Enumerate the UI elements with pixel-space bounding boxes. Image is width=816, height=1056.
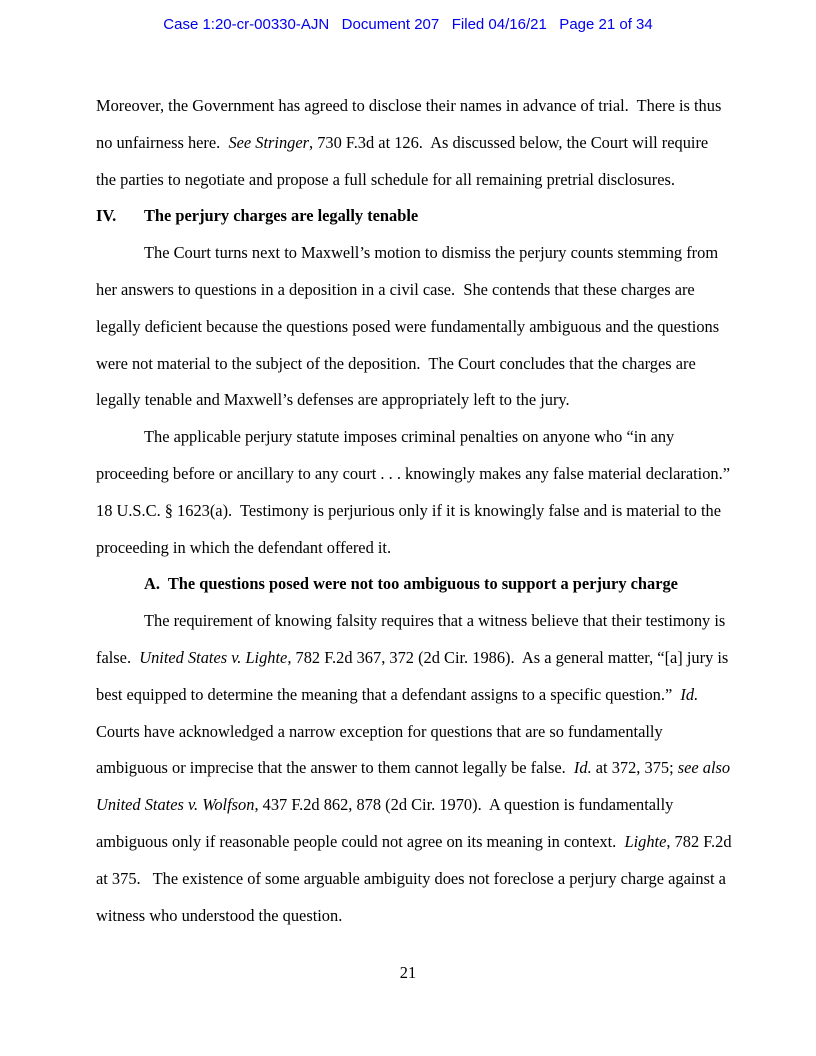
citation-italic-text: Id.	[573, 758, 592, 778]
text-segment: Courts have acknowledged a narrow exception for questions that are so fundamentally	[96, 721, 663, 741]
text-line	[96, 309, 744, 346]
text-segment: 18 U.S.C. § 1623(a). Testimony is perjurious only if it is knowingly false and is material to the	[96, 500, 721, 520]
text-segment: were not material to the subject of the deposition. The Court concludes that the charges are	[96, 353, 696, 373]
text-line	[96, 382, 744, 419]
text-line	[96, 898, 744, 935]
text-segment: The requirement of knowing falsity requires that a witness believe that their testimony is	[144, 611, 726, 631]
text-segment: no unfairness here.	[96, 132, 229, 152]
text-line	[96, 125, 744, 162]
text-segment: ambiguous only if reasonable people could not agree on its meaning in context.	[96, 831, 625, 851]
text-line	[96, 750, 744, 787]
text-line	[96, 456, 744, 493]
page-number: 21	[399, 963, 417, 982]
text-segment: at 375. The existence of some arguable ambiguity does not foreclose a perjury charge against a	[96, 868, 726, 888]
text-line	[96, 640, 744, 677]
citation-italic-text: See Stringer	[228, 132, 310, 152]
section-heading-text: The perjury charges are legally tenable	[144, 206, 419, 226]
text-line	[96, 419, 744, 456]
subsection-heading: A. The questions posed were not too ambiguous to support a perjury charge	[144, 574, 678, 594]
section-heading	[96, 198, 744, 235]
citation-italic-text: United States v. Wolfson	[96, 795, 255, 815]
text-segment: her answers to questions in a deposition in a civil case. She contends that these charges are	[96, 279, 695, 299]
text-line	[96, 162, 744, 199]
text-segment: The Court turns next to Maxwell’s motion to dismiss the perjury counts stemming from	[144, 243, 719, 263]
text-line	[96, 530, 744, 567]
text-segment: the parties to negotiate and propose a full schedule for all remaining pretrial disclosures.	[96, 169, 675, 189]
text-segment: false.	[96, 647, 140, 667]
text-segment: at 372, 375;	[591, 758, 678, 778]
text-segment: Moreover, the Government has agreed to disclose their names in advance of trial. There is thus	[96, 96, 722, 115]
text-line	[96, 88, 744, 125]
text-segment: legally tenable and Maxwell’s defenses are appropriately left to the jury.	[96, 390, 570, 410]
citation-italic-text: see also	[677, 758, 731, 778]
text-segment: The applicable perjury statute imposes criminal penalties on anyone who “in any	[144, 427, 675, 447]
case-caption-header: Case 1:20-cr-00330-AJN Document 207 Filed 04/16/21 Page 21 of 34	[163, 16, 653, 33]
text-segment: , 730 F.3d at 126. As discussed below, the Court will require	[309, 132, 709, 152]
section-number: IV.	[96, 206, 117, 226]
text-line	[96, 787, 744, 824]
text-segment: , 782 F.2d	[666, 831, 732, 851]
text-segment: legally deficient because the questions posed were fundamentally ambiguous and the questions	[96, 316, 720, 336]
citation-italic-text: United States v. Lighte	[139, 647, 288, 667]
text-line	[96, 603, 744, 640]
text-line	[96, 272, 744, 309]
document-body	[96, 88, 744, 934]
text-line	[96, 824, 744, 861]
citation-italic-text: Id.	[680, 684, 699, 704]
citation-italic-text: Lighte	[624, 831, 667, 851]
text-segment: ambiguous or imprecise that the answer to them cannot legally be false.	[96, 758, 574, 778]
text-line	[96, 677, 744, 714]
text-segment: , 437 F.2d 862, 878 (2d Cir. 1970). A question is fundamentally	[254, 795, 674, 815]
text-line	[96, 493, 744, 530]
text-segment: proceeding in which the defendant offered it.	[96, 537, 392, 557]
text-line	[96, 235, 744, 272]
text-line	[96, 861, 744, 898]
text-line	[96, 346, 744, 383]
text-segment: witness who understood the question.	[96, 905, 343, 925]
text-segment: best equipped to determine the meaning that a defendant assigns to a specific question.”	[96, 684, 681, 704]
text-line	[96, 714, 744, 751]
text-segment: , 782 F.2d 367, 372 (2d Cir. 1986). As a general matter, “[a] jury is	[287, 647, 729, 667]
text-segment: proceeding before or ancillary to any court . . . knowingly makes any false material declaration.”	[96, 463, 730, 483]
